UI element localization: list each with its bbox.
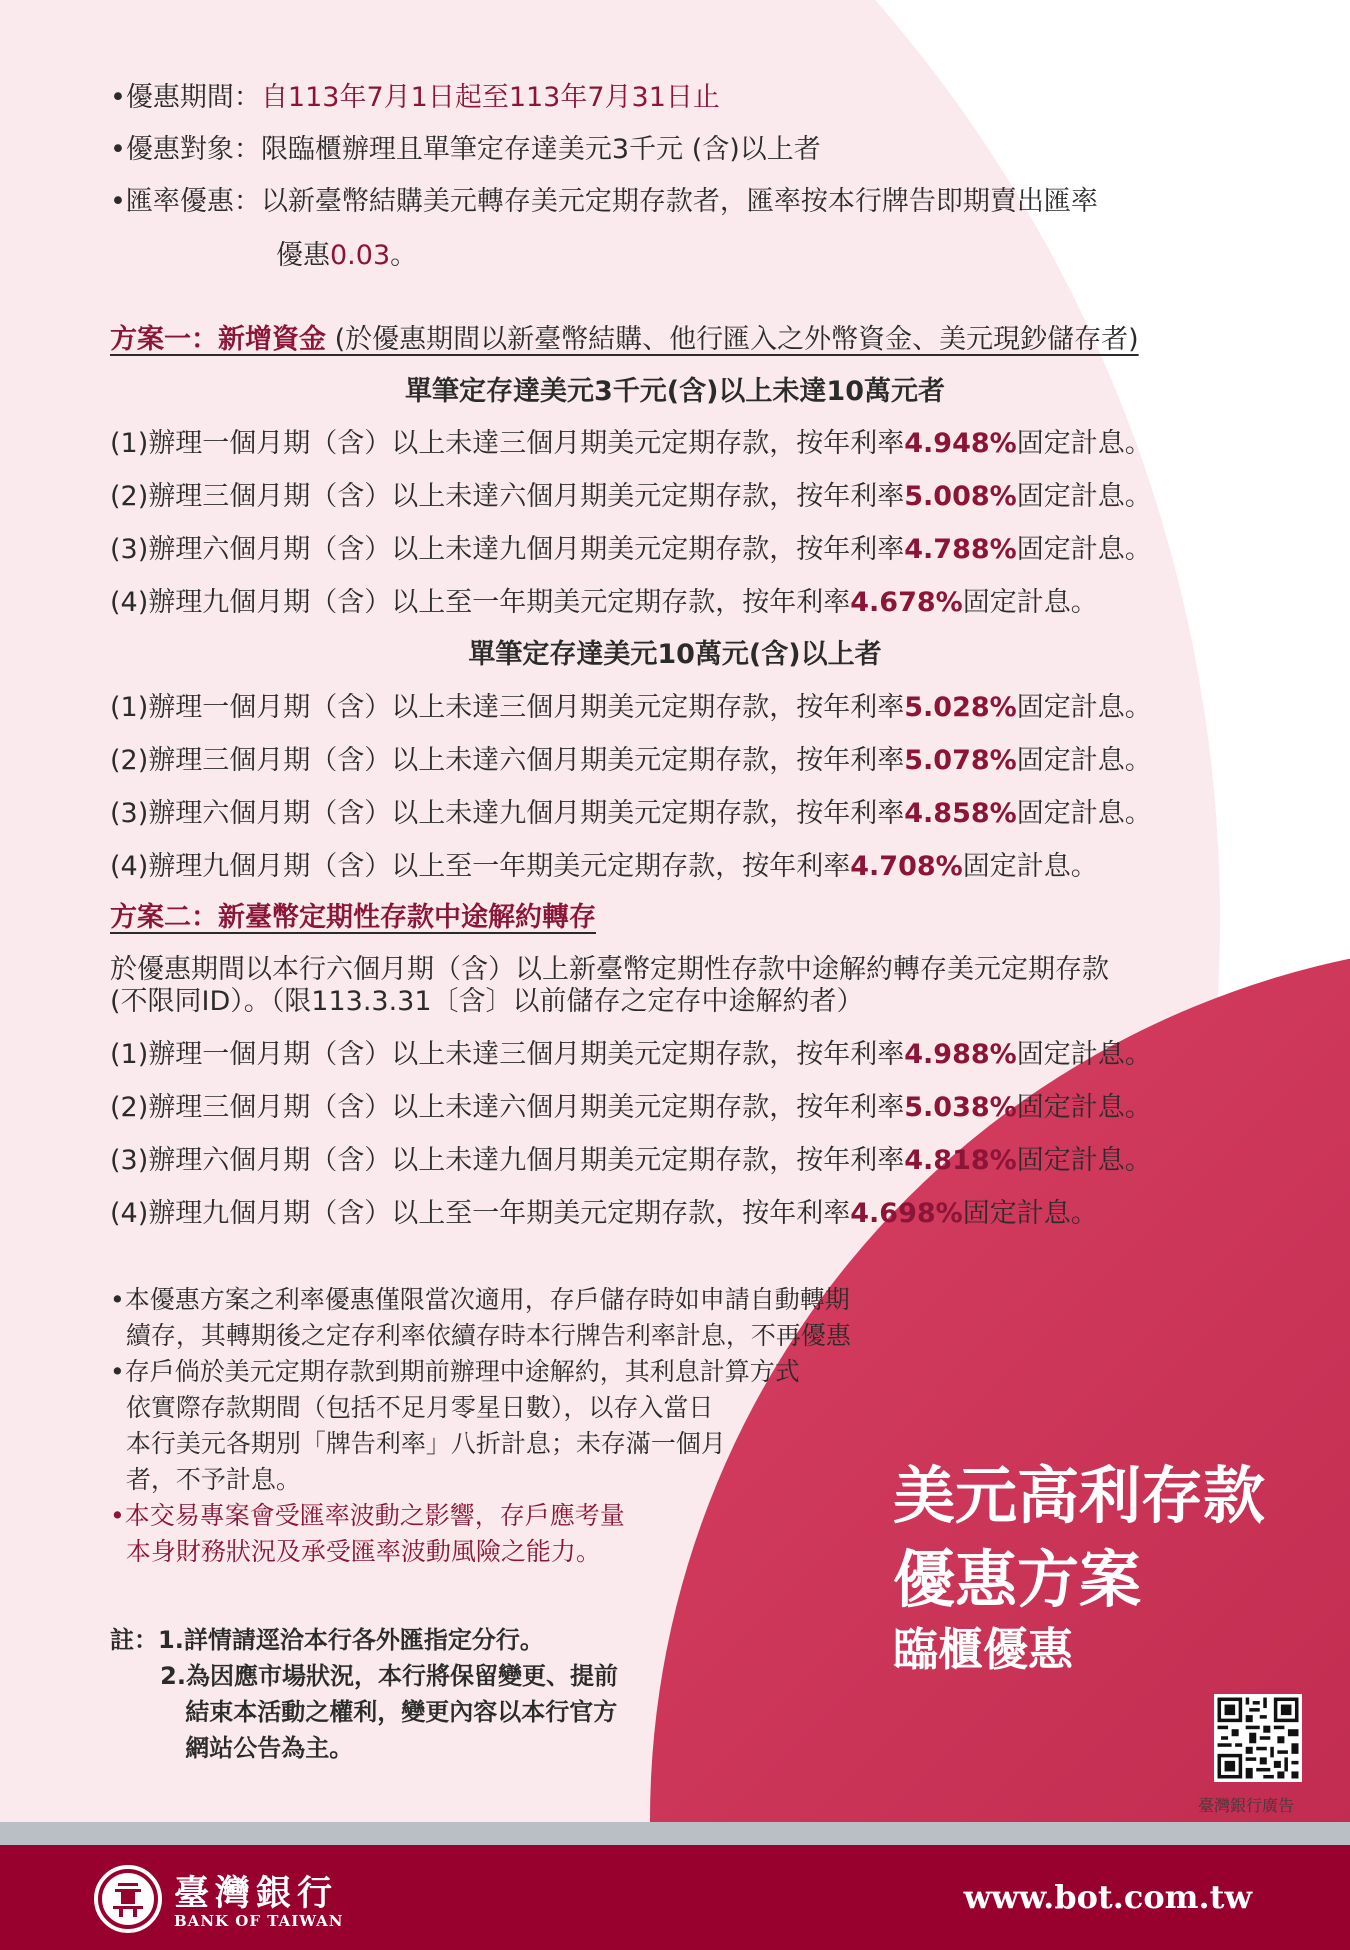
item-rate: 4.698% <box>850 1198 963 1229</box>
ad-label: 臺灣銀行廣告 <box>1198 1796 1295 1815</box>
bank-name-en: BANK OF TAIWAN <box>174 1912 344 1930</box>
terms-line: 本行美元各期別「牌告利率」八折計息；未存滿一個月 <box>110 1429 726 1458</box>
item-suffix: 固定計息。 <box>1016 1145 1152 1176</box>
list-item <box>110 426 1152 462</box>
item-text: (2)辦理三個月期（含）以上未達六個月期美元定期存款，按年利率 <box>110 481 905 512</box>
list-item <box>110 1143 1152 1179</box>
item-rate: 4.858% <box>904 798 1017 829</box>
item-suffix: 固定計息。 <box>1016 481 1152 512</box>
item-rate: 4.788% <box>904 534 1017 565</box>
terms-line: •存戶倘於美元定期存款到期前辦理中途解約，其利息計算方式 <box>110 1357 800 1386</box>
item-rate: 5.008% <box>904 481 1017 512</box>
item-suffix: 固定計息。 <box>962 1198 1098 1229</box>
promo-period-value: 自113年7月1日起至113年7月31日止 <box>260 82 720 113</box>
item-text: (3)辦理六個月期（含）以上未達九個月期美元定期存款，按年利率 <box>110 798 905 829</box>
item-rate: 4.948% <box>904 428 1017 459</box>
warning-line: 本身財務狀況及承受匯率波動風險之能力。 <box>110 1537 601 1566</box>
item-text: (4)辦理九個月期（含）以上至一年期美元定期存款，按年利率 <box>110 1198 851 1229</box>
plan2-desc-cont: (不限同ID）。（限113.3.31〔含〕以前儲存之定存中途解約者） <box>110 986 864 1017</box>
promo-period-label: •優惠期間： <box>110 82 261 113</box>
list-item <box>110 532 1152 568</box>
item-suffix: 固定計息。 <box>962 851 1098 882</box>
list-item <box>110 849 1098 885</box>
promo-rate-value: 以新臺幣結購美元轉存美元定期存款者，匯率按本行牌告即期賣出匯率 <box>260 186 1098 217</box>
item-suffix: 固定計息。 <box>1016 692 1152 723</box>
list-item <box>110 479 1152 515</box>
item-rate: 4.678% <box>850 587 963 618</box>
item-text: (4)辦理九個月期（含）以上至一年期美元定期存款，按年利率 <box>110 851 851 882</box>
plan2-title-line <box>110 900 596 936</box>
item-rate: 4.988% <box>904 1039 1017 1070</box>
plan2-desc: 於優惠期間以本行六個月期（含）以上新臺幣定期性存款中途解約轉存美元定期存款 <box>110 954 1109 985</box>
item-suffix: 固定計息。 <box>1016 745 1152 776</box>
plan1-title: 方案一：新增資金 <box>110 324 326 355</box>
footer-divider <box>0 1822 1350 1845</box>
item-suffix: 固定計息。 <box>1016 428 1152 459</box>
headline-tag: 臨櫃優惠 <box>893 1623 1074 1676</box>
list-item <box>110 585 1098 621</box>
item-rate: 5.078% <box>904 745 1017 776</box>
promo-period <box>110 80 720 116</box>
list-item <box>110 743 1152 779</box>
item-text: (3)辦理六個月期（含）以上未達九個月期美元定期存款，按年利率 <box>110 1145 905 1176</box>
promo-rate-cont <box>276 238 417 274</box>
plan1-tier2-heading: 單筆定存達美元10萬元(含)以上者 <box>468 639 882 670</box>
item-text: (2)辦理三個月期（含）以上未達六個月期美元定期存款，按年利率 <box>110 1092 905 1123</box>
promo-rate-discount: 0.03 <box>330 240 391 271</box>
item-text: (4)辦理九個月期（含）以上至一年期美元定期存款，按年利率 <box>110 587 851 618</box>
list-item <box>110 796 1152 832</box>
item-suffix: 固定計息。 <box>962 587 1098 618</box>
warning-line: •本交易專案會受匯率波動之影響，存戶應考量 <box>110 1501 625 1530</box>
item-suffix: 固定計息。 <box>1016 1092 1152 1123</box>
plan2-title: 方案二：新臺幣定期性存款中途解約轉存 <box>110 902 596 933</box>
qr-code-icon[interactable] <box>1214 1694 1302 1782</box>
list-item <box>110 1196 1098 1232</box>
item-rate: 4.818% <box>904 1145 1017 1176</box>
plan1-tier1-heading: 單筆定存達美元3千元(含)以上未達10萬元者 <box>404 376 946 407</box>
promo-target-value: 限臨櫃辦理且單筆定存達美元3千元 (含)以上者 <box>260 134 821 165</box>
promo-rate <box>110 184 1098 220</box>
item-suffix: 固定計息。 <box>1016 798 1152 829</box>
item-rate: 5.038% <box>904 1092 1017 1123</box>
headline-subtitle: 優惠方案 <box>893 1543 1142 1616</box>
list-item <box>110 690 1152 726</box>
terms-line: 依實際存款期間（包括不足月零星日數），以存入當日 <box>110 1393 714 1422</box>
terms-line: 者，不予計息。 <box>110 1465 301 1494</box>
list-item <box>110 1090 1152 1126</box>
item-text: (1)辦理一個月期（含）以上未達三個月期美元定期存款，按年利率 <box>110 692 905 723</box>
promo-rate-label: •匯率優惠： <box>110 186 261 217</box>
plan1-subtitle: (於優惠期間以新臺幣結購、他行匯入之外幣資金、美元現鈔儲存者) <box>326 324 1139 355</box>
item-text: (2)辦理三個月期（含）以上未達六個月期美元定期存款，按年利率 <box>110 745 905 776</box>
terms-line: 續存，其轉期後之定存利率依續存時本行牌告利率計息，不再優惠 <box>110 1321 851 1350</box>
list-item <box>110 1037 1152 1073</box>
website-link[interactable]: www.bot.com.tw <box>963 1878 1252 1916</box>
item-suffix: 固定計息。 <box>1016 1039 1152 1070</box>
terms-line: •本優惠方案之利率優惠僅限當次適用，存戶儲存時如申請自動轉期 <box>110 1285 850 1314</box>
note-line: 註：1.詳情請逕洽本行各外匯指定分行。 <box>110 1626 544 1654</box>
item-text: (3)辦理六個月期（含）以上未達九個月期美元定期存款，按年利率 <box>110 534 905 565</box>
item-rate: 4.708% <box>850 851 963 882</box>
promo-target-label: •優惠對象： <box>110 134 261 165</box>
item-text: (1)辦理一個月期（含）以上未達三個月期美元定期存款，按年利率 <box>110 1039 905 1070</box>
promo-target <box>110 132 821 168</box>
bank-name-cn: 臺灣銀行 <box>174 1873 339 1914</box>
note-line: 網站公告為主。 <box>110 1734 354 1762</box>
bank-logo-icon[interactable] <box>93 1864 163 1934</box>
promo-rate-cont-suffix: 。 <box>390 240 418 271</box>
item-suffix: 固定計息。 <box>1016 534 1152 565</box>
item-rate: 5.028% <box>904 692 1017 723</box>
headline-title: 美元高利存款 <box>893 1459 1266 1532</box>
promo-rate-cont-prefix: 優惠 <box>276 240 330 271</box>
note-line: 結束本活動之權利，變更內容以本行官方 <box>110 1698 618 1726</box>
plan1-title-line <box>110 322 1139 358</box>
item-text: (1)辦理一個月期（含）以上未達三個月期美元定期存款，按年利率 <box>110 428 905 459</box>
note-line: 2.為因應市場狀況，本行將保留變更、提前 <box>110 1662 618 1690</box>
